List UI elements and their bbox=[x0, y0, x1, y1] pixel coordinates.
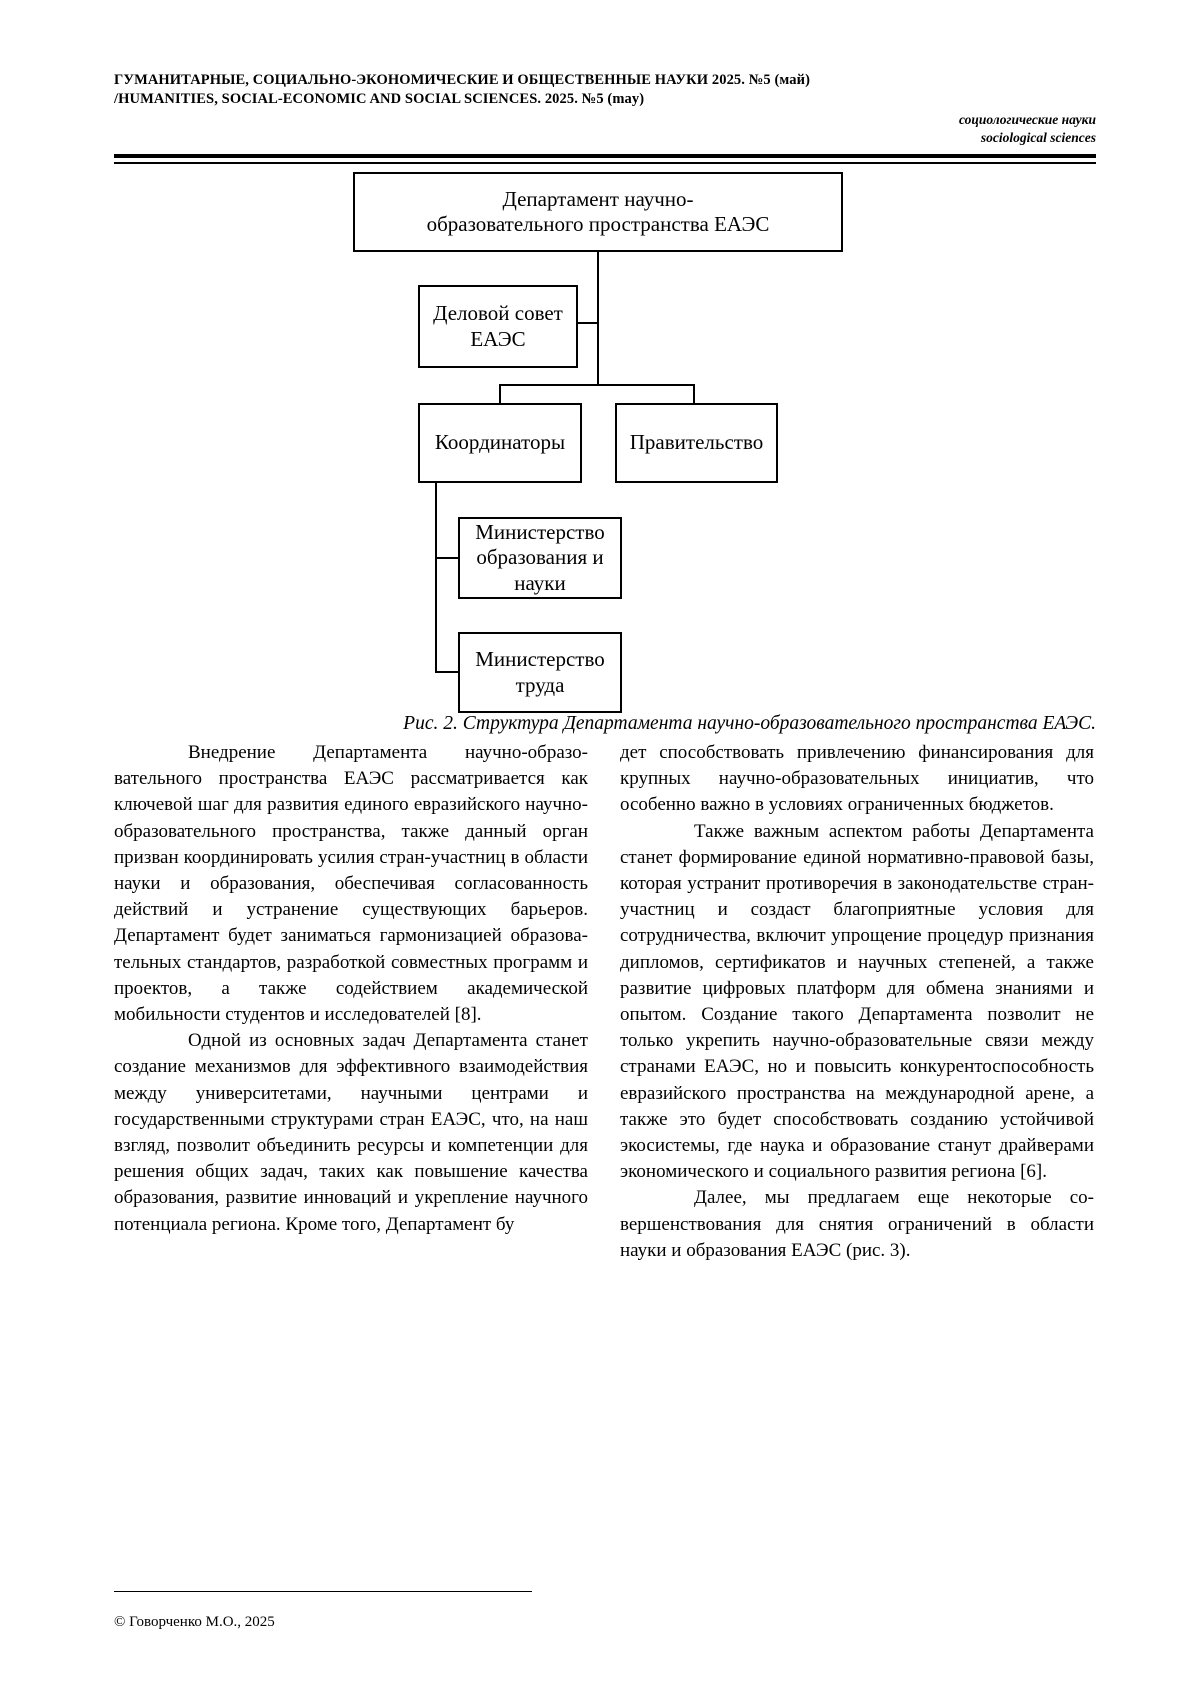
ministry-labor-box bbox=[458, 632, 622, 713]
figure-caption: Рис. 2. Структура Департамента научно-образовательного пространства ЕАЭС. bbox=[403, 713, 1096, 734]
coordinators-label: Координаторы bbox=[434, 430, 566, 455]
connector-split-bar bbox=[499, 384, 695, 386]
section-name-ru: социологические науки bbox=[958, 112, 1096, 127]
paragraph: дет способствовать привлечению финансирования для крупных научно-образовательных инициатив, что особенно важно в условиях ограниченных бюджетов. bbox=[620, 742, 1094, 816]
business-council-box bbox=[418, 285, 578, 368]
paragraph: Далее, мы предлагаем еще некоторые совершенствования для снятия ограничений в области науки и образования ЕАЭС (рис. 3). bbox=[620, 1187, 1094, 1261]
right-text-column bbox=[620, 740, 1094, 1264]
left-text-column bbox=[114, 740, 588, 1238]
journal-title-ru: ГУМАНИТАРНЫЕ, СОЦИАЛЬНО-ЭКОНОМИЧЕСКИЕ И ОБЩЕСТВЕННЫЕ НАУКИ 2025. №5 (май) bbox=[114, 72, 811, 88]
department-box bbox=[353, 172, 843, 252]
connector-ministry-education bbox=[435, 557, 459, 559]
paragraph: Также важным аспектом работы Департамента станет формирование единой нормативно-правовой базы, которая устранит противоречия в законодательстве стран-участниц и создаст благоприятные условия для сотрудничества, включит упрощение процедур признания дипломов, сертификатов и научных степеней, а также развитие цифровых платформ для обмена знаниями и опытом. Создание такого Департамента позволит не только укрепить научно-образовательные связи между странами ЕАЭС, но и повысить конкурентоспособность евразийского пространства на международной арене, а также это будет способствовать созданию устойчивой экосистемы, где наука и образование станут драйверами экономического и социального развития региона [6]. bbox=[620, 820, 1094, 1183]
coordinators-box bbox=[418, 403, 582, 483]
connector-government bbox=[693, 384, 695, 404]
copyright-notice: © Говорченко М.О., 2025 bbox=[114, 1614, 275, 1630]
ministry-education-label: Министерство образования и науки bbox=[475, 520, 605, 595]
government-box bbox=[615, 403, 778, 483]
ministry-education-box bbox=[458, 517, 622, 599]
department-label: Департамент научно-образовательного пространства ЕАЭС bbox=[426, 186, 770, 236]
business-council-label: Деловой совет ЕАЭС bbox=[433, 301, 563, 351]
footnote-rule bbox=[114, 1591, 532, 1592]
header-rule-thick bbox=[114, 154, 1096, 158]
journal-title-en: /HUMANITIES, SOCIAL-ECONOMIC AND SOCIAL SCIENCES. 2025. №5 (may) bbox=[114, 91, 645, 107]
header-rule-thin bbox=[114, 162, 1096, 164]
connector-trunk bbox=[597, 251, 599, 385]
ministry-labor-label: Министерство труда bbox=[475, 647, 605, 697]
connector-coordinators bbox=[499, 384, 501, 404]
paragraph: Внедрение Департамента научно-образовательного пространства ЕАЭС рассматривается как ключевой шаг для развития единого евразийского научно-образовательного пространства, также данный орган призван координировать усилия стран-участниц в области науки и образования, обеспечивая согласованность действий и устранение существующих барьеров. Департамент будет заниматься гармонизацией образовательных стандартов, разработкой совместных программ и проектов, а также содействием академической мобильности студентов и исследователей [8]. bbox=[114, 742, 588, 1026]
connector-ministry-labor bbox=[435, 671, 459, 673]
government-label: Правительство bbox=[629, 430, 764, 455]
paragraph: Одной из основных задач Департамента станет создание механизмов для эффективного взаимодействия между университетами, научными центрами и государственными структурами стран ЕАЭС, что, на наш взгляд, позволит объединить ресурсы и компетенции для решения общих задач, таких как повышение качества образования, развитие инноваций и укрепление научного потенциала региона. Кроме того, Департамент бу bbox=[114, 1030, 588, 1235]
section-name-en: sociological sciences bbox=[980, 130, 1096, 145]
connector-business-council bbox=[577, 322, 598, 324]
connector-ministries-trunk bbox=[435, 482, 437, 672]
